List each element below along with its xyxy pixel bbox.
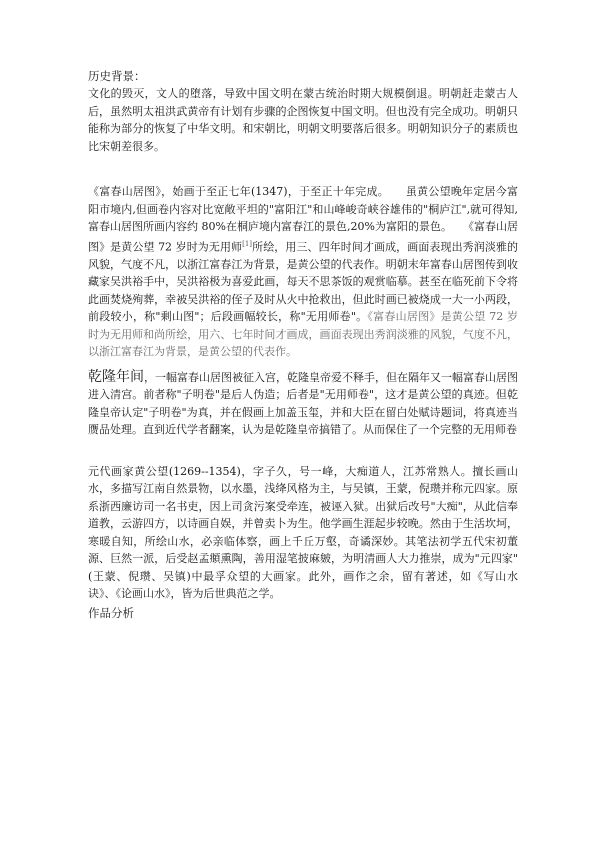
painting-text-part2: 所绘，用三、四年时间才画成，画面表现出秀润淡雅的风貌，气度不凡，以浙江富春江为背景，是黄公望的代表作。明朝末年富春山居图传到收藏家吴洪裕手中，吴洪裕极为喜爱此画，每天不思茶饭的观赏临摹。甚至在临死前下令将此画焚烧殉葬，幸被吴洪裕的侄子及时从火中抢救出，但此时画已被烧成一大一小两段，前段较小，称"剩山图"；后段画幅较长，称"无用师卷"。: [88, 240, 518, 324]
document-page: [88, 68, 518, 621]
painting-text-part3: 《富春山居图》是黄公望 72 岁时为无用师和尚所绘，用六、七年时间才画成，画面表现出秀润淡雅的风貌，气度不凡，以浙江富春江为背景，是黄公望的代表作。: [88, 310, 518, 359]
painting-paragraph: [88, 183, 518, 361]
qianlong-text: ，一幅富春山居图被征入宫，乾隆皇帝爱不释手，但在隔年又一幅富春山居图进入清宫。前者称"子明卷"是后人伪造；后者是"无用师卷"，这才是黄公望的真迹。但乾隆皇帝认定"子明卷"为真，并在假画上加盖玉玺，并和大臣在留白处赋诗题词，将真迹当赝品处理。直到近代学者翻案，认为是乾隆皇帝搞错了。从而保住了一个完整的无用师卷: [88, 370, 518, 437]
painter-paragraph: 元代画家黄公望(1269--1354)，字子久，号一峰，大痴道人，江苏常熟人。擅长画山水，多描写江南自然景物，以水墨，浅绛风格为主，与吴镇，王蒙，倪瓒并称元四家。原系浙西廉访司一名书吏，因上司贪污案受牵连，被诬入狱。出狱后改号"大痴"，从此信奉道教，云游四方，以诗画自娱，并曾卖卜为生。他学画生涯起步较晚。然由于生活坎坷，寒暖自知，所绘山水，必亲临体察，画上千丘万壑，奇谲深妙。其笔法初学五代宋初董源、巨然一派，后受赵孟頫熏陶，善用湿笔披麻皴，为明清画人大力推崇，成为"元四家"(王蒙、倪瓒、吴镇)中最孚众望的大画家。此外，画作之余，留有著述，如《写山水诀》、《论画山水》，皆为后世典范之学。: [88, 464, 518, 601]
qianlong-paragraph: [88, 369, 518, 439]
analysis-heading: 作品分析: [88, 605, 134, 620]
qianlong-lead: 乾隆年间: [88, 368, 144, 385]
painting-text-part1: 《富春山居图》，始画于至正七年(1347)，于至正十年完成。 虽黄公望晚年定居今富阳市境内,但画卷内容对比宽敞平坦的"富阳江"和山峰峻奇峡谷雄伟的"桐庐江",就可得知,富春山居图所画内容约 80%在桐庐境内富春江的景色,20%为富阳的景色。 《富春山居图》是黄公望 72 岁时为无用师: [88, 185, 518, 254]
footnote-link[interactable]: [1]: [242, 239, 253, 248]
history-heading: 历史背景：: [88, 69, 146, 83]
history-paragraph: 文化的毁灭，文人的堕落，导致中国文明在蒙古统治时期大规模倒退。明朝赶走蒙古人后，虽然明太祖洪武黄帝有计划有步骤的企图恢复中国文明。但也没有完全成功。明朝只能称为部分的恢复了中华文明。和宋朝比，明朝文明要落后很多。明朝知识分子的素质也比宋朝差很多。: [88, 87, 518, 153]
